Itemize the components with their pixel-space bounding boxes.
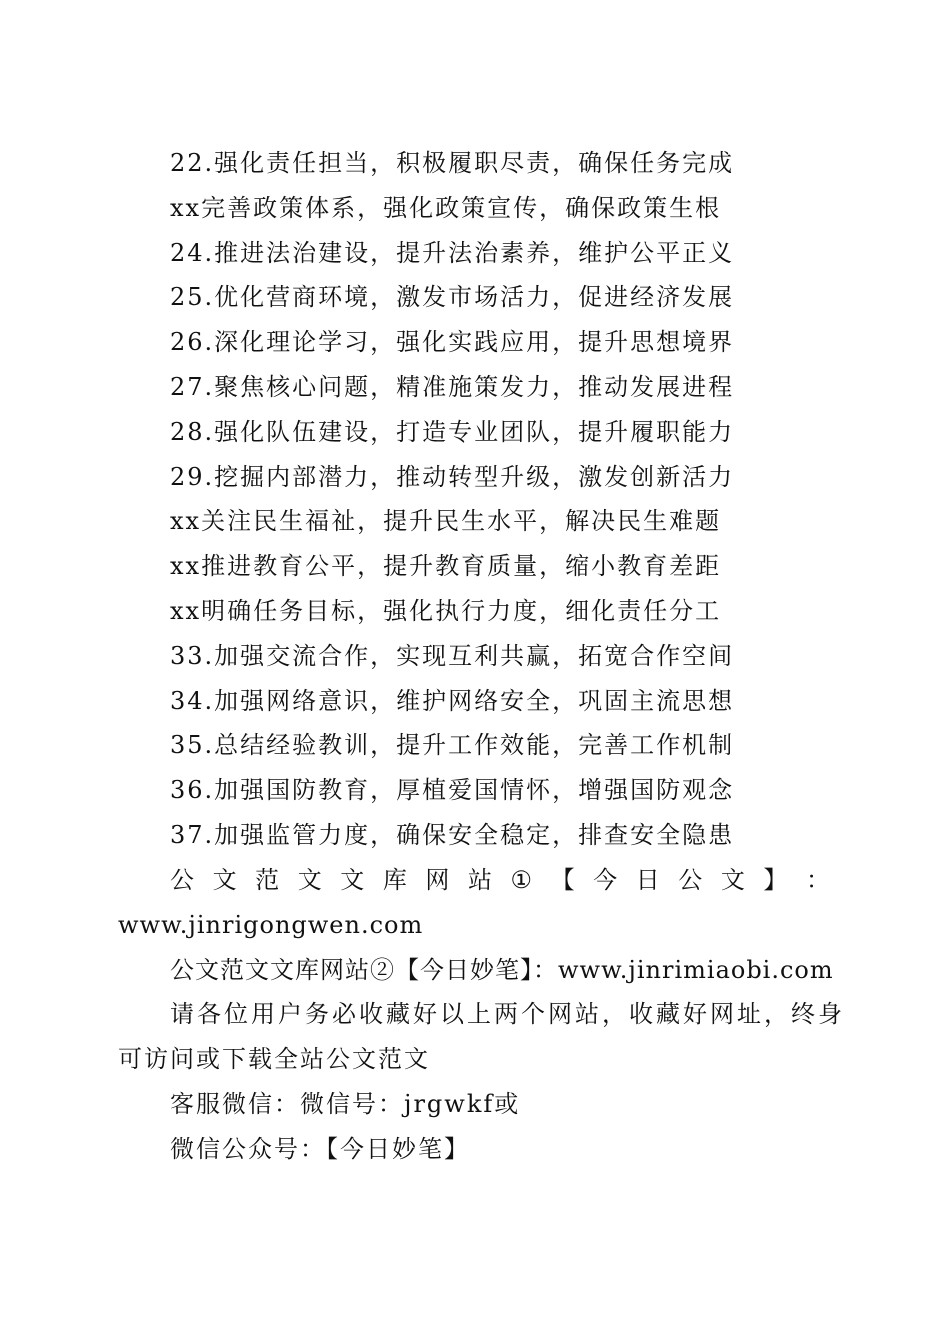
list-item: 33.加强交流合作，实现互利共赢，拓宽合作空间 <box>170 641 735 670</box>
list-item: 28.强化队伍建设，打造专业团队，提升履职能力 <box>170 417 735 446</box>
notice-line-2: 可访问或下载全站公文范文 <box>118 1045 430 1074</box>
site1-char: 今 <box>593 866 618 894</box>
footer-section <box>118 858 845 1172</box>
site1-char: 站 <box>467 866 492 894</box>
site1-char: 网 <box>425 866 450 894</box>
site1-char: 日 <box>635 866 660 894</box>
list-item: xx推进教育公平，提升教育质量，缩小教育差距 <box>170 552 722 581</box>
site1-char: 公 <box>678 866 703 894</box>
list-item: 35.总结经验教训，提升工作效能，完善工作机制 <box>170 731 735 760</box>
list-item: 37.加强监管力度，确保安全稳定，排查安全隐患 <box>170 820 735 849</box>
site1-char: 文 <box>297 866 322 894</box>
list-item: xx明确任务目标，强化执行力度，细化责任分工 <box>170 596 722 625</box>
notice-line-1: 请各位用户务必收藏好以上两个网站，收藏好网址，终身 <box>170 1000 845 1029</box>
list-item: 26.深化理论学习，强化实践应用，提升思想境界 <box>170 328 735 357</box>
site1-char: 库 <box>382 866 407 894</box>
site1-heading <box>118 858 830 903</box>
customer-wechat: 客服微信：微信号：jrgwkf或 <box>170 1089 521 1118</box>
list-item: 24.推进法治建设，提升法治素养，维护公平正义 <box>170 238 735 267</box>
list-item: 27.聚焦核心问题，精准施策发力，推动发展进程 <box>170 372 735 401</box>
site1-char: 文 <box>212 866 237 894</box>
list-item: 22.强化责任担当，积极履职尽责，确保任务完成 <box>170 149 735 177</box>
list-item: xx关注民生福祉，提升民生水平，解决民生难题 <box>170 507 722 536</box>
site1-char: 公 <box>170 866 194 894</box>
site1-url[interactable]: www.jinrigongwen.com <box>118 910 424 939</box>
site1-char: 文 <box>340 866 365 894</box>
site2-line: 公文范文文库网站②【今日妙笔】：www.jinrimiaobi.com <box>170 955 834 984</box>
official-account: 微信公众号：【今日妙笔】 <box>170 1134 470 1163</box>
site1-char: ： <box>805 866 830 894</box>
site1-char: 文 <box>720 866 745 894</box>
site1-char: 【 <box>550 866 575 894</box>
numbered-list <box>170 141 830 858</box>
list-item: 25.优化营商环境，激发市场活力，促进经济发展 <box>170 283 735 312</box>
list-item: xx完善政策体系，强化政策宣传，确保政策生根 <box>170 193 722 222</box>
list-item: 34.加强网络意识，维护网络安全，巩固主流思想 <box>170 686 735 715</box>
site1-char: ① <box>510 866 533 894</box>
site1-char: 范 <box>255 866 280 894</box>
list-item: 36.加强国防教育，厚植爱国情怀，增强国防观念 <box>170 776 735 805</box>
list-item: 29.挖掘内部潜力，推动转型升级，激发创新活力 <box>170 462 735 491</box>
site1-char: 】 <box>763 866 788 894</box>
